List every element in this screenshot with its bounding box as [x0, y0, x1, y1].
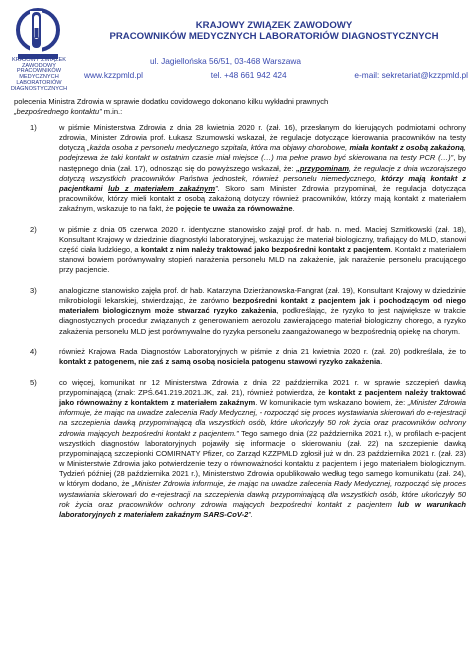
list-item: 2) w piśmie z dnia 05 czerwca 2020 r. identyczne stanowisko zajął prof. dr hab. n. med. Maciej Szmitkowski (zał. 18), Konsultant Krajowy w dziedzinie diagnostyki laboratoryjnej, wskazując że materiał biologiczny, trafiający do MLD, stanowi część ciała ludzkiego, a kontakt z nim należy traktować jako bezpośredni kontakt z pacjentem. Kontakt z materiałem stanowi bowiem porównywalny stopień narażenia personelu MLD na zakażenie, jak narażenie personelu pracującego przy pacjencie.: [30, 224, 466, 275]
list-item: 5) co więcej, komunikat nr 12 Ministerstwa Zdrowia z dnia 22 października 2021 r. w sprawie szczepień dawką przypominającą (znak: ZPŚ.641.219.2021.JK, zał. 21), również potwierdza, że kontakt z pacjentem należy traktować jako równoważny z kontaktem z materiałem zakaźnym. W komunikacie tym wskazano bowiem, że: „Minister Zdrowia informuje, że mając na uwadze zalecenia Rady Medycznej, - rozpocząć się proces wystawiania skierowań do e-rejestracji na szczepienia dawką przypominającą dla wszystkich osób, które ukończyły 50 rok życia oraz pracowników ochrony zdrowia mających bezpośredni kontakt z pacjentem.” Tego samego dnia (22 października 2021 r.), w profilach e-pacjent wszystkich diagnostów laboratoryjnych pojawiły się informacje o skierowaniu (zał. 22) na szczepienie dawką przypominającą szczepionki COMIRNATY Pfizer, co Zarząd KZZPMLD zgłosił już w dn. 23 października 2021 r. (zał. 23) w Ministerstwie Zdrowia jako potwierdzenie tezy o równoważności kontaktu z pacjentem i jego materiałem biologicznym. Tydzień później (28 października 2021 r.), Ministerstwo Zdrowia opublikowało według tego samego komunikatu (zał. 24), w którym dodano, że „Minister Zdrowia informuje, że mając na uwadze zalecenia Rady Medycznej, rozpocząć się proces wystawiania skierowań do e-rejestracji na szczepienia dawką przypominającą dla wszystkich osób, które ukończyły 50 rok życia oraz pracowników ochrony zdrowia mających bezpośredni kontakt z pacjentem lub w warunkach laboratoryjnych z materiałem zakaźnym SARS-CoV-2”.: [30, 377, 467, 519]
website-link[interactable]: www.kzzpmld.pl: [84, 70, 144, 80]
organization-address: ul. Jagiellońska 56/51, 03-468 Warszawa: [150, 56, 301, 66]
list-item: 3) analogiczne stanowisko zajęła prof. dr hab. Katarzyna Dzierżanowska-Fangrat (zał. 19), Konsultant Krajowy w dziedzinie mikrobiologii lekarskiej, stwierdzając, że zarówno bezpośredni kontakt z pacjentem jak i pochodzącym od niego materiałem biologicznym może stwarzać ryzyko zakażenia, podkreślając, że ryzyko to jest największe w trakcie diagnostycznych procedur związanych z generowaniem aerozolu zawierającego materiał biologiczny chorego, a ryzyko zakażenia personelu MLD jest porównywalne do ryzyka personelu zaangażowanego w bezpośrednią opiekę na chorym.: [30, 285, 466, 336]
list-item: 4) również Krajowa Rada Diagnostów Laboratoryjnych w piśmie z dnia 21 kwietnia 2020 r. (zał. 20) podkreślała, że to kontakt z patogenem, nie zaś z samą osobą nosiciela patogenu stawowi ryzyko zakażenia.: [30, 347, 466, 367]
logo-caption: KRAJOWY ZWIĄZEK ZAWODOWY PRACOWNIKÓW MEDYCZNYCH LABORATORIÓW DIAGNOSTYCZNYCH: [10, 57, 68, 92]
contact-line: [84, 70, 468, 80]
item-number: 4): [30, 347, 37, 357]
argument-list: [14, 123, 466, 530]
phone-number: tel. +48 661 942 424: [210, 70, 287, 80]
intro-paragraph: polecenia Ministra Zdrowia w sprawie dodatku covidowego dokonano kilku wykładni prawnych „bezpośrednego kontaktu” m.in.:: [14, 97, 329, 117]
email-address[interactable]: e-mail: sekretariat@kzzpmld.pl: [354, 70, 468, 80]
list-item: 1) w piśmie Ministerstwa Zdrowia z dnia 28 kwietnia 2020 r. (zał. 16), przesłanym do kierujących podmiotami ochrony zdrowia, Minister Zdrowia prof. Łukasz Szumowski wskazał, że regulacje dotyczące kierowania pracowników na testy dotyczą „każda osoba z personelu medycznego szpitala, która ma objawy chorobowe, miała kontakt z osobą zakażoną, podejrzewa że taki kontakt w ostatnim czasie miał miejsce (…) ma pełne prawo być skierowana na testy PCR (…)”, by następnego dnia (zał. 17), odnosząc się do powyższego wskazał, że: „przypominam, że regulacje z dnia wczorajszego dotyczą wszystkich pracowników Państwa jednostek, również personelu niemedycznego, którzy mają kontakt z pacjentkami lub z materiałem zakaźnym”. Skoro sam Minister Zdrowia przypominał, że regulacja dotycząca pracowników, którzy mieli kontakt z osobą zakażoną dotyczy również pracowników, którzy mają kontakt z materiałem zakaźnym, wskazuje to na fakt, że pojęcie te uważa za równoważne.: [30, 123, 466, 214]
item-number: 1): [30, 123, 37, 132]
organization-name: KRAJOWY ZWIĄZEK ZAWODOWY PRACOWNIKÓW MEDYCZNYCH LABORATORIÓW DIAGNOSTYCZNYCH: [109, 20, 439, 42]
item-number: 5): [30, 377, 37, 387]
item-number: 3): [30, 285, 37, 295]
item-number: 2): [30, 224, 37, 234]
